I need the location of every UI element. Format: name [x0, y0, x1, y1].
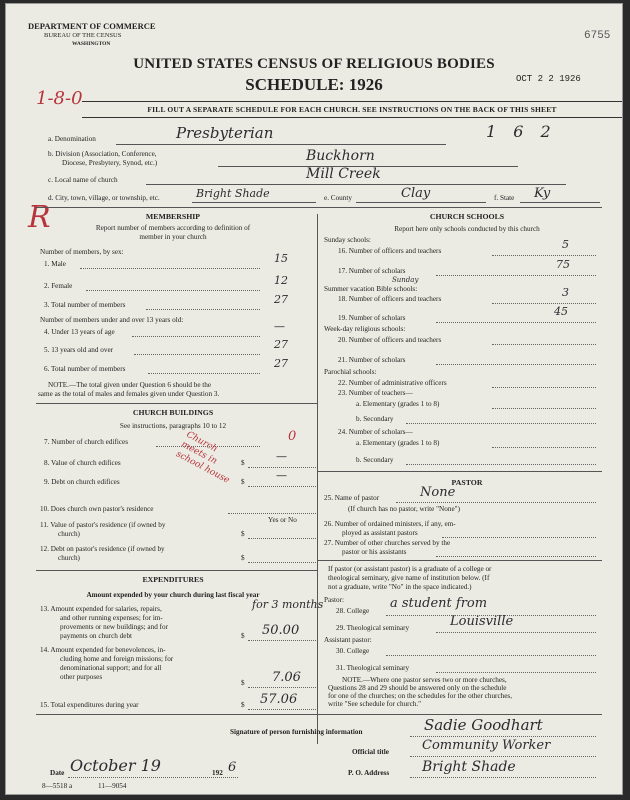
summer-annotation: Sunday	[392, 276, 419, 284]
date-year-prefix: 192	[212, 769, 223, 777]
q2-label: 2. Female	[44, 282, 73, 290]
q12-label-2: church)	[58, 554, 80, 562]
graduate-note-2: theological seminary, give name of institution below. (If	[328, 574, 490, 582]
local-name-value[interactable]: Mill Creek	[306, 166, 381, 182]
q5-label: 5. 13 years old and over	[44, 346, 114, 354]
division-value[interactable]: Buckhorn	[306, 148, 375, 164]
q18-label: 18. Number of officers and teachers	[338, 295, 442, 303]
q1-value[interactable]: 15	[274, 252, 288, 265]
official-title-value[interactable]: Community Worker	[422, 738, 551, 753]
q19-label: 19. Number of scholars	[338, 314, 406, 322]
parochial-label: Parochial schools:	[324, 368, 377, 376]
schools-intro: Report here only schools conducted by this church	[394, 225, 540, 233]
city-label: d. City, town, village, or township, etc.	[48, 194, 160, 202]
age-label: Number of members under and over 13 years old:	[40, 316, 184, 324]
red-pencil-code: 1-8-0	[36, 88, 83, 109]
q13-value[interactable]: 50.00	[262, 623, 300, 638]
signature-value[interactable]: Sadie Goodhart	[424, 716, 543, 734]
assistant-subheading: Assistant pastor:	[324, 636, 372, 644]
q29-label: 29. Theological seminary	[336, 624, 410, 632]
q11-label-1: 11. Value of pastor's residence (if owned by	[40, 521, 166, 529]
q23a-label: a. Elementary (grades 1 to 8)	[356, 400, 440, 408]
expenditures-heading: EXPENDITURES	[142, 575, 204, 584]
q24-label: 24. Number of scholars—	[338, 428, 413, 436]
form-number-2: 11—9054	[98, 782, 127, 790]
q13-label-3: provements or new buildings; and for	[60, 623, 168, 631]
q25-value[interactable]: None	[420, 485, 456, 500]
q3-value[interactable]: 27	[274, 293, 288, 306]
official-title-label: Official title	[352, 748, 389, 756]
dept-name: DEPARTMENT OF COMMERCE	[28, 21, 156, 31]
q16-label: 16. Number of officers and teachers	[338, 247, 442, 255]
date-value[interactable]: October 19	[70, 756, 161, 775]
q14-value[interactable]: 7.06	[272, 670, 301, 685]
q30-label: 30. College	[336, 647, 370, 655]
signature-label: Signature of person furnishing information	[230, 728, 363, 736]
city-value[interactable]: Bright Shade	[196, 187, 270, 200]
q19-value[interactable]: 45	[554, 305, 568, 318]
pastor-note-3: for one of the churches; on the schedules for the other churches,	[328, 692, 513, 700]
column-divider	[317, 214, 318, 744]
q20-label: 20. Number of officers and teachers	[338, 336, 442, 344]
department-header	[28, 22, 156, 49]
q27-label-2: pastor or his assistants	[342, 548, 407, 556]
q26-label-2: ployed as assistant pastors	[342, 529, 418, 537]
q7-value[interactable]: 0	[288, 429, 297, 444]
q10-label: 10. Does church own pastor's residence	[40, 505, 154, 513]
bureau-city: WASHINGTON	[72, 41, 111, 47]
membership-note-1: NOTE.—The total given under Question 6 should be the	[48, 381, 212, 389]
q22-label: 22. Number of administrative officers	[338, 379, 447, 387]
sunday-label: Sunday schools:	[324, 236, 371, 244]
q14-label-4: other purposes	[60, 673, 103, 681]
pastor-note-1: NOTE.—Where one pastor serves two or more churches,	[342, 676, 507, 684]
q21-label: 21. Number of scholars	[338, 356, 406, 364]
serial-number: 6755	[584, 30, 611, 42]
q6-value[interactable]: 27	[274, 357, 288, 370]
q14-label-1: 14. Amount expended for benevolences, in-	[40, 646, 166, 654]
expenditures-sub: Amount expended by your church during last fiscal year	[86, 591, 260, 599]
q5-value[interactable]: 27	[274, 338, 288, 351]
form-number: 8—5518 a	[42, 782, 73, 790]
q14-label-3: denominational support; and for all	[60, 664, 162, 672]
date-label: Date	[50, 769, 65, 777]
q24a-label: a. Elementary (grades 1 to 8)	[356, 439, 440, 447]
membership-heading: MEMBERSHIP	[145, 212, 201, 221]
q9-label: 9. Debt on church edifices	[44, 478, 120, 486]
q13-note: for 3 months	[252, 598, 324, 611]
state-value[interactable]: Ky	[534, 186, 551, 201]
q25-hint: (If church has no pastor, write "None")	[348, 505, 460, 513]
schools-heading: CHURCH SCHOOLS	[429, 212, 505, 221]
q7-label: 7. Number of church edifices	[44, 438, 129, 446]
q12-label-1: 12. Debt on pastor's residence (if owned by	[40, 545, 165, 553]
pastor-heading: PASTOR	[451, 478, 483, 487]
state-label: f. State	[494, 194, 515, 202]
po-address-value[interactable]: Bright Shade	[422, 759, 516, 775]
bureau-name: BUREAU OF THE CENSUS	[44, 32, 122, 39]
graduate-note-1: If pastor (or assistant pastor) is a graduate of a college or	[328, 565, 492, 573]
graduate-note-3: not a graduate, write "No" in the space indicated.)	[328, 583, 472, 591]
form-subtitle: SCHEDULE: 1926	[245, 75, 383, 94]
q28-value[interactable]: a student from	[390, 596, 488, 611]
q16-value[interactable]: 5	[562, 238, 569, 251]
pastor-subheading: Pastor:	[324, 596, 344, 604]
q1-label: 1. Male	[44, 260, 66, 268]
pastor-note-2: Questions 28 and 29 should be answered only on the schedule	[328, 684, 507, 692]
q4-value[interactable]: —	[274, 320, 285, 333]
q15-label: 15. Total expenditures during year	[40, 701, 139, 709]
q3-label: 3. Total number of members	[44, 301, 126, 309]
q8-value[interactable]: —	[276, 450, 287, 463]
division-label-1: b. Division (Association, Conference,	[48, 150, 157, 158]
q9-value[interactable]: —	[276, 469, 287, 482]
pastor-note-4: write "See schedule for church."	[328, 700, 422, 708]
instruction-bar: FILL OUT A SEPARATE SCHEDULE FOR EACH CHURCH. SEE INSTRUCTIONS ON THE BACK OF THIS SHEET	[82, 101, 622, 118]
q13-label-2: and other running expenses; for im-	[60, 614, 163, 622]
q8-label: 8. Value of church edifices	[44, 459, 121, 467]
local-name-label: c. Local name of church	[48, 176, 118, 184]
q6-label: 6. Total number of members	[44, 365, 126, 373]
q15-value[interactable]: 57.06	[260, 692, 298, 707]
q18-value[interactable]: 3	[562, 286, 569, 299]
denomination-value[interactable]: Presbyterian	[176, 124, 274, 142]
q4-label: 4. Under 13 years of age	[44, 328, 115, 336]
q23b-label: b. Secondary	[356, 415, 394, 423]
membership-intro-2: member in your church	[139, 233, 207, 241]
q2-value[interactable]: 12	[274, 274, 288, 287]
buildings-sub: See instructions, paragraphs 10 to 12	[119, 422, 227, 430]
q14-label-2: cluding home and foreign missions; for	[60, 655, 174, 663]
q28-label: 28. College	[336, 607, 370, 615]
by-sex-label: Number of members, by sex:	[40, 248, 124, 256]
po-address-label: P. O. Address	[348, 769, 390, 777]
q10-hint: Yes or No	[268, 516, 297, 524]
census-schedule-page: DEPARTMENT OF COMMERCE BUREAU OF THE CENSUS WASHINGTON 6755 UNITED STATES CENSUS OF RELIGIOUS BODIES SCHEDULE: 1926 OCT 2 2 1926 1-8-0 FILL OUT A SEPARATE SCHEDULE FOR EACH CHURCH. SEE INSTRUCTIONS ON THE BACK OF THIS SHEET a. Denomination Presbyterian 1 6 2 b. Division (Association, Conference, Diocese, Presbytery, Synod, etc.) Buckhorn c. Local name of church Mill Creek d. City, town, village, or township, etc. Bright Shade e. County Clay f. State Ky R MEMBERSHIP Report number of members according to definition of member in your church Number of members, by sex: 1. Male 15 2. Female 12 3. Total number of members 27 Number of members under and over 13 years old: 4. Under 13 years of age — 5. 13 years old and over 27 6. Total number of members 27 NOTE.—The total given under Question 6 should be the same as the total of males and females given under Question 3. CHURCH BUILDINGS See instructions, paragraphs 10 to 12 7. Number of church edifices 0 8. Value of church edifices $ — 9. Debt on church edifices $ — Church meets in school house 10. Does church own pastor's residence Yes or No 11. Value of pastor's residence (if owned by church) $ 12. Debt on pastor's residence (if owned by church) $ EXPENDITURES Amount expended by your church during last fiscal year 13. Amount expended for salaries, repairs, and other running expenses; for im- provements or new buildings; and for payments on church debt for 3 months $ 50.00 14. Amount expended for benevolences, in- cluding home and foreign missions; for denominational support; and for all other purposes $ 7.06 15. Total expenditures during year $ 57.06 CHURCH SCHOOLS Report here only schools conducted by this church Sunday schools: 16. Number of officers and teachers 5 17. Number of scholars 75 Summer vacation Bible schools: Sunday 18. Number of officers and teachers 3 19. Number of scholars 45 Week-day religious schools: 20. Number of officers and teachers 21. Number of scholars Parochial schools: 22. Number of administrative officers 23. Number of teachers— a. Elementary (grades 1 to 8) b. Secondary 24. Number of scholars— a. Elementary (grades 1 to 8) b. Secondary PASTOR 25. Name of pastor None (If church has no pastor, write "None") 26. Number of ordained ministers, if any, em- ployed as assistant pastors 27. Number of other churches served by the pastor or his assistants If pastor (or assistant pastor) is a graduate of a college or theological seminary, give name of institution below. (If not a graduate, write "No" in the space indicated.) Pastor: 28. College a student from 29. Theological seminary Louisville Assistant pastor: 30. College 31. Theological seminary NOTE.—Where one pastor serves two or more churches, Questions 28 and 29 should be answered only on the schedule for one of the churches; on the schedules for the other churches, write "See schedule for church." Signature of person furnishing information Sadie Goodhart Official title Community Worker Date October 19 192 6 P. O. Address Bright Shade 8—5518 a 11—9054	[6, 4, 622, 794]
q17-value[interactable]: 75	[556, 258, 570, 271]
county-label: e. County	[324, 194, 352, 202]
summer-label: Summer vacation Bible schools:	[324, 285, 418, 293]
q24b-label: b. Secondary	[356, 456, 394, 464]
form-title: UNITED STATES CENSUS OF RELIGIOUS BODIES	[133, 56, 495, 72]
q29-value[interactable]: Louisville	[450, 614, 514, 629]
q31-label: 31. Theological seminary	[336, 664, 410, 672]
q13-label-4: payments on church debt	[60, 632, 133, 640]
denomination-code: 1 6 2	[486, 122, 557, 141]
q17-label: 17. Number of scholars	[338, 267, 406, 275]
membership-intro-1: Report number of members according to definition of	[95, 224, 251, 232]
q25-label: 25. Name of pastor	[324, 494, 380, 502]
q23-label: 23. Number of teachers—	[338, 389, 413, 397]
division-label-2: Diocese, Presbytery, Synod, etc.)	[62, 159, 158, 167]
q13-label-1: 13. Amount expended for salaries, repairs,	[40, 605, 162, 613]
membership-note-2: same as the total of males and females given under Question 3.	[38, 390, 220, 398]
red-check-mark: R	[28, 200, 51, 235]
buildings-heading: CHURCH BUILDINGS	[132, 408, 214, 417]
received-date-stamp: OCT 2 2 1926	[516, 74, 581, 84]
weekday-label: Week-day religious schools:	[324, 325, 406, 333]
red-pencil-note: Church meets in school house	[174, 429, 232, 486]
q27-label-1: 27. Number of other churches served by the	[324, 539, 451, 547]
county-value[interactable]: Clay	[401, 186, 431, 201]
q26-label-1: 26. Number of ordained ministers, if any, em-	[324, 520, 456, 528]
date-year-value[interactable]: 6	[228, 760, 237, 775]
q11-label-2: church)	[58, 530, 80, 538]
denomination-label: a. Denomination	[48, 135, 96, 143]
